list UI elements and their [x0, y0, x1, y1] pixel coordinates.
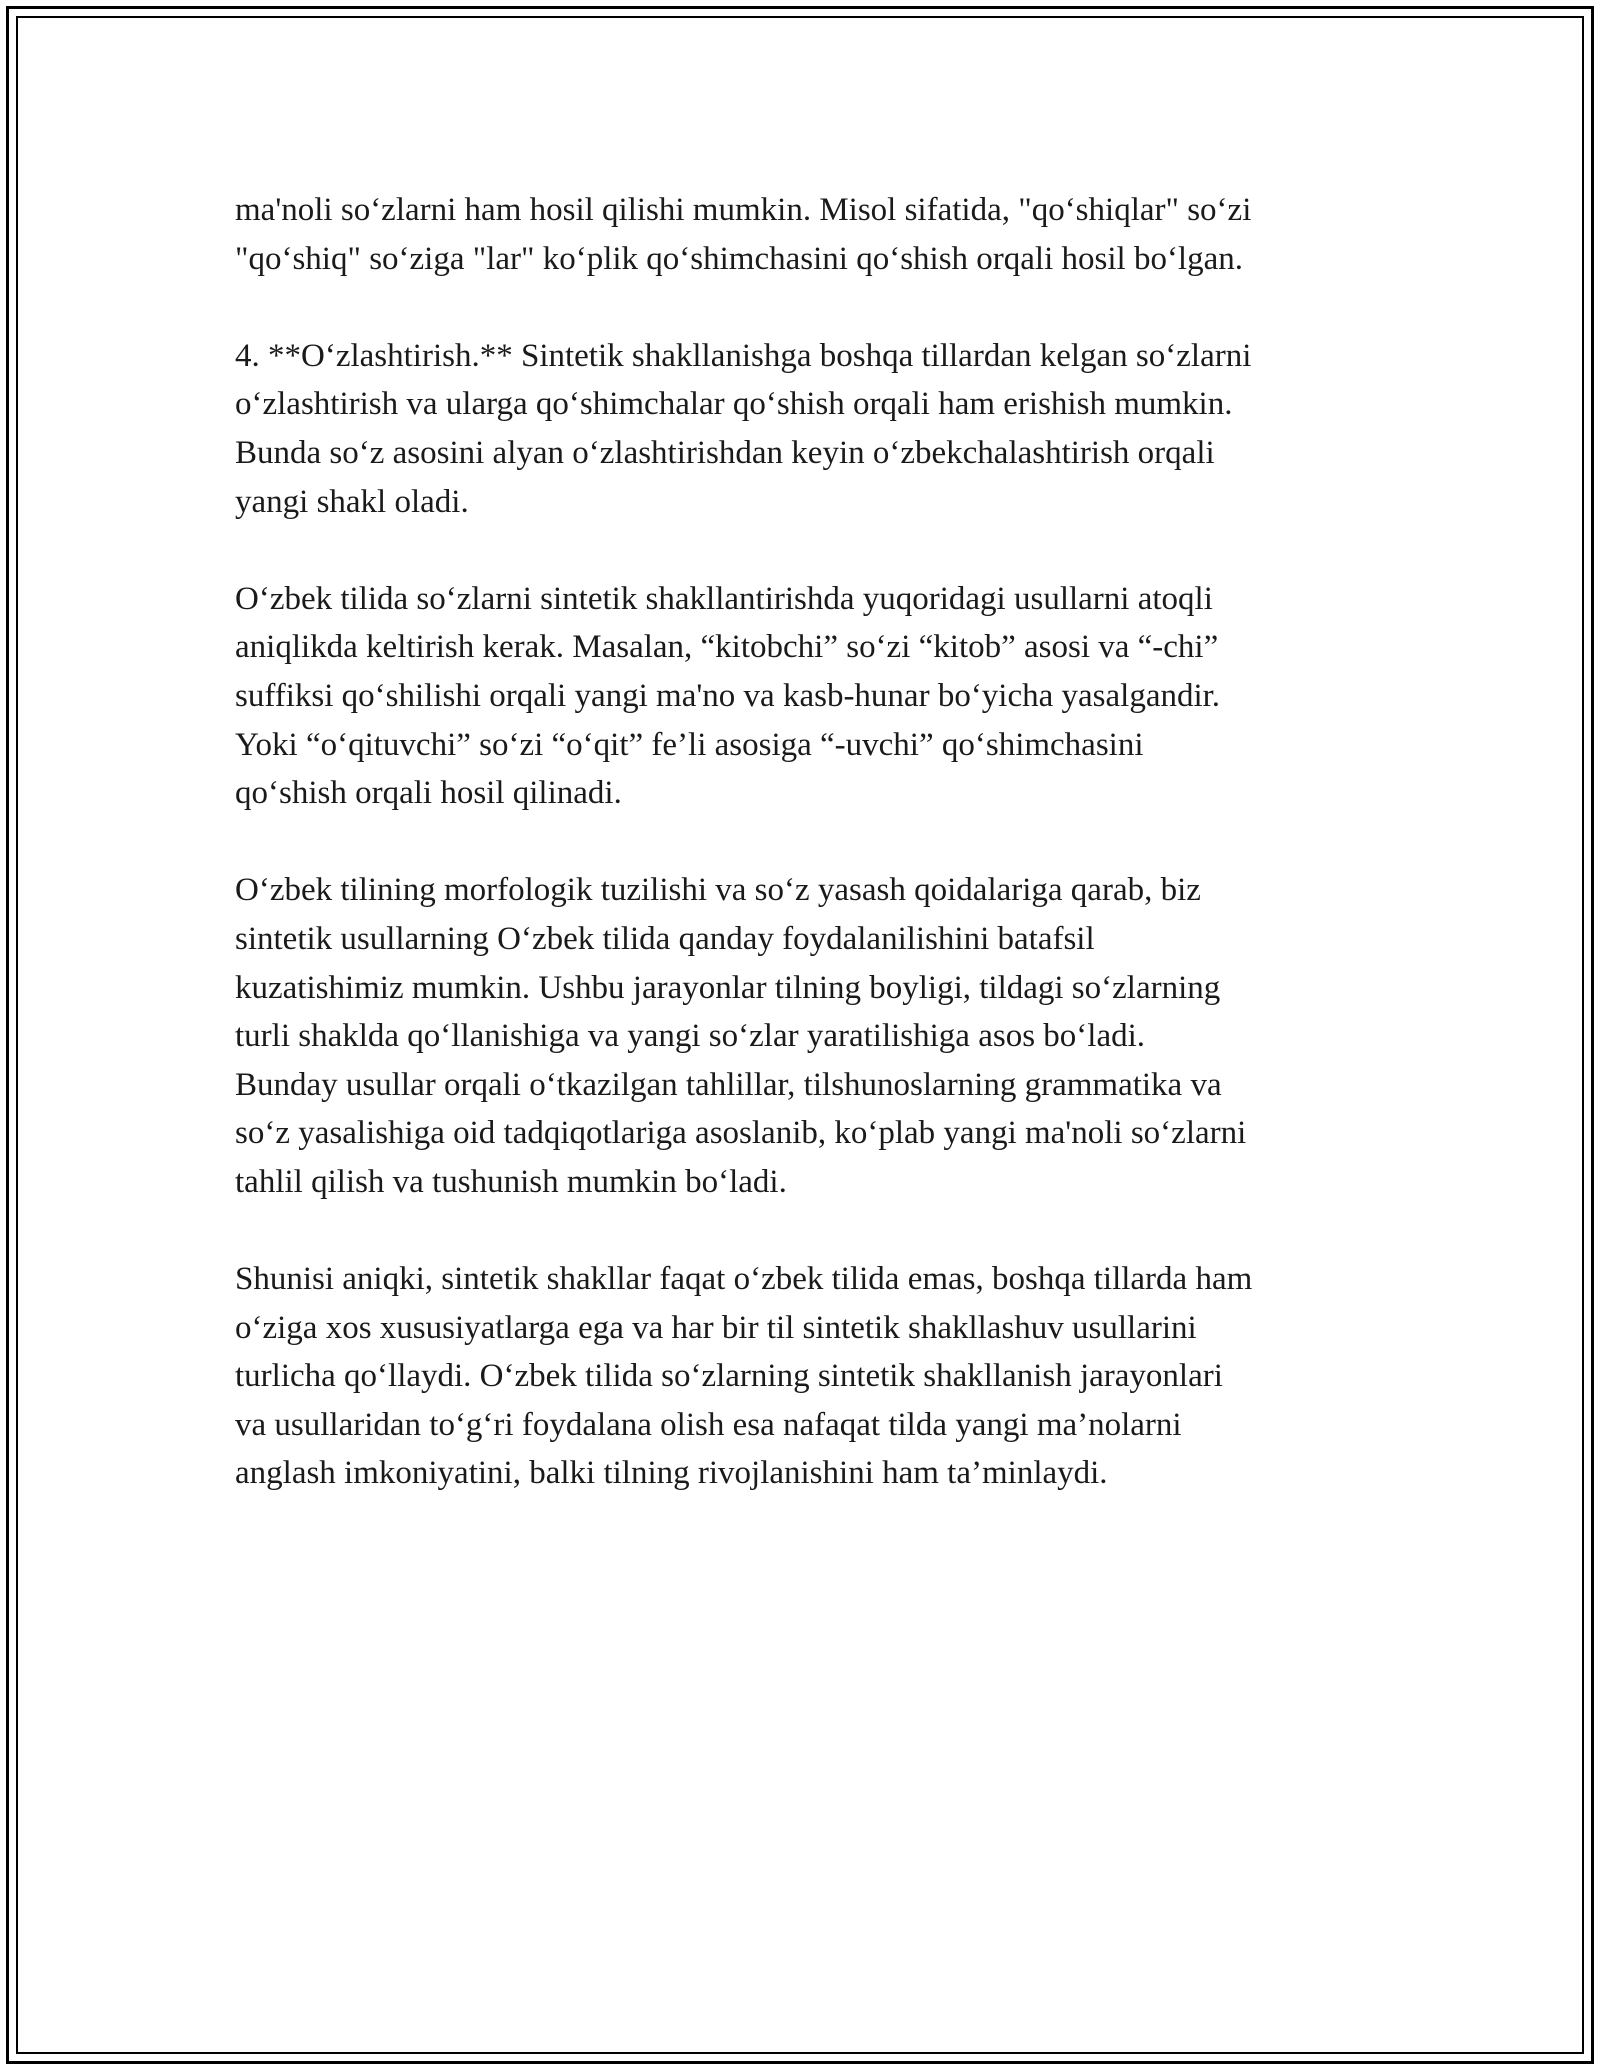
- text-line: suffiksi qo‘shilishi orqali yangi ma'no va kasb-hunar bo‘yicha yasalgandir.: [235, 677, 1221, 714]
- paragraph-1: [235, 186, 1375, 283]
- text-line: Yoki “o‘qituvchi” so‘zi “o‘qit” fe’li asosiga “-uvchi” qo‘shimchasini: [235, 726, 1144, 763]
- text-line: Bunday usullar orqali o‘tkazilgan tahlillar, tilshunoslarning grammatika va: [235, 1066, 1222, 1103]
- text-line: turlicha qo‘llaydi. O‘zbek tilida so‘zlarning sintetik shakllanish jarayonlari: [235, 1358, 1223, 1395]
- paragraph-3: [235, 575, 1375, 818]
- text-line: yangi shakl oladi.: [235, 483, 469, 520]
- text-line: sintetik usullarning O‘zbek tilida qanday foydalanilishini batafsil: [235, 920, 1095, 957]
- text-line: tahlil qilish va tushunish mumkin bo‘ladi.: [235, 1163, 787, 1200]
- paragraph-5: [235, 1255, 1375, 1498]
- text-line: qo‘shish orqali hosil qilinadi.: [235, 775, 622, 812]
- text-line: so‘z yasalishiga oid tadqiqotlariga asoslanib, ko‘plab yangi ma'noli so‘zlarni: [235, 1115, 1247, 1152]
- paragraph-2: [235, 332, 1375, 526]
- text-line: va usullaridan to‘g‘ri foydalana olish esa nafaqat tilda yangi ma’nolarni: [235, 1406, 1182, 1443]
- text-line: ma'noli so‘zlarni ham hosil qilishi mumkin. Misol sifatida, "qo‘shiqlar" so‘zi: [235, 192, 1252, 228]
- text-line: O‘zbek tilida so‘zlarni sintetik shakllantirishda yuqoridagi usullarni atoqli: [235, 580, 1213, 617]
- text-line: Bunda so‘z asosini alyan o‘zlashtirishdan keyin o‘zbekchalashtirish orqali: [235, 434, 1215, 471]
- text-line: "qo‘shiq" so‘ziga "lar" ko‘plik qo‘shimchasini qo‘shish orqali hosil bo‘lgan.: [235, 240, 1243, 277]
- text-line: Shunisi aniqki, sintetik shakllar faqat o‘zbek tilida emas, boshqa tillarda ham: [235, 1261, 1253, 1298]
- text-line: 4. **O‘zlashtirish.** Sintetik shakllanishga boshqa tillardan kelgan so‘zlarni: [235, 337, 1252, 374]
- text-line: turli shaklda qo‘llanishiga va yangi so‘zlar yaratilishiga asos bo‘ladi.: [235, 1018, 1146, 1055]
- text-line: aniqlikda keltirish kerak. Masalan, “kitobchi” so‘zi “kitob” asosi va “-chi”: [235, 629, 1219, 666]
- text-line: anglash imkoniyatini, balki tilning rivojlanishini ham ta’minlaydi.: [235, 1455, 1108, 1492]
- paragraph-4: [235, 866, 1375, 1206]
- text-line: kuzatishimiz mumkin. Ushbu jarayonlar tilning boyligi, tildagi so‘zlarning: [235, 969, 1221, 1006]
- text-line: o‘zlashtirish va ularga qo‘shimchalar qo‘shish orqali ham erishish mumkin.: [235, 386, 1233, 423]
- text-line: O‘zbek tilining morfologik tuzilishi va so‘z yasash qoidalariga qarab, biz: [235, 872, 1201, 909]
- document-body: [235, 186, 1375, 1547]
- text-line: o‘ziga xos xususiyatlarga ega va har bir til sintetik shakllashuv usullarini: [235, 1309, 1197, 1346]
